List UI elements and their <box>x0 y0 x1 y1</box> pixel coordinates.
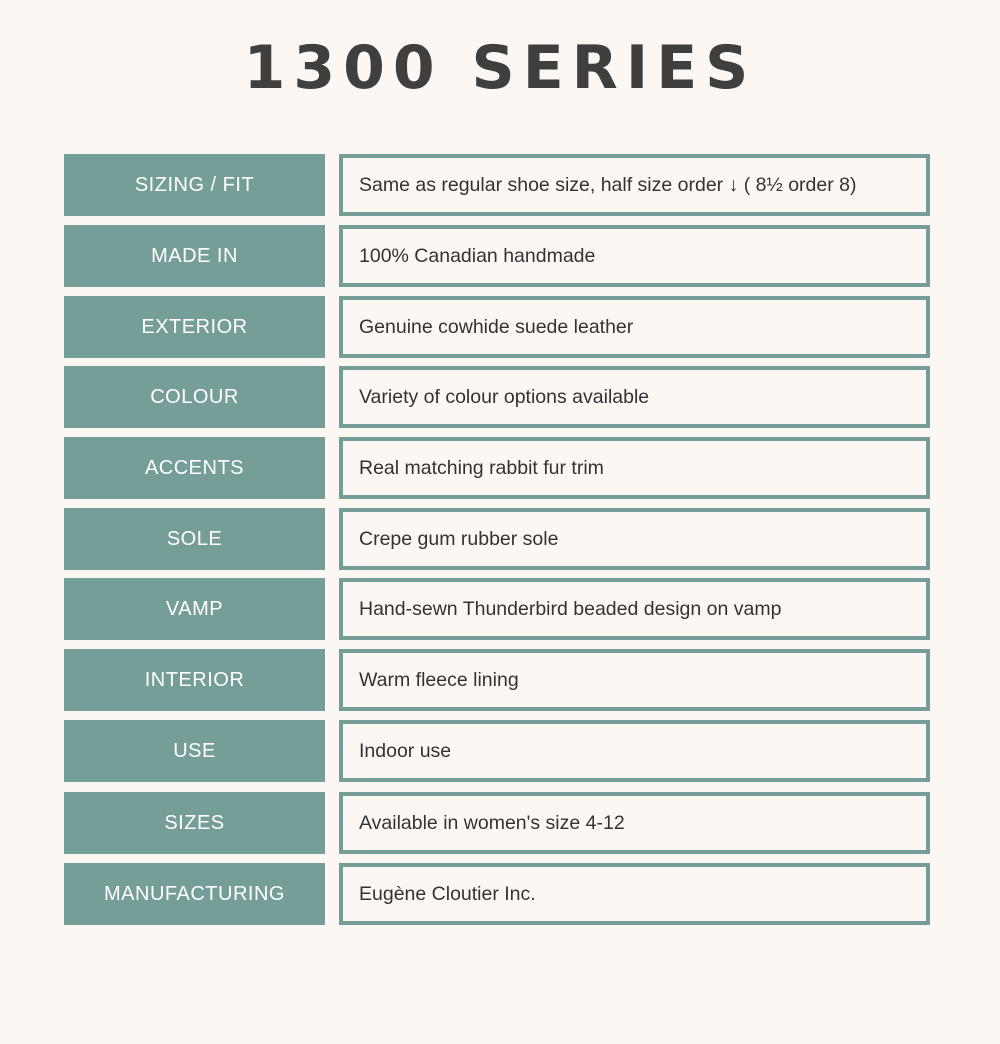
spec-label: SOLE <box>64 508 325 570</box>
spec-value: Real matching rabbit fur trim <box>339 437 930 499</box>
spec-row-accents <box>64 437 930 499</box>
spec-value: Hand-sewn Thunderbird beaded design on vamp <box>339 578 930 640</box>
spec-value: Crepe gum rubber sole <box>339 508 930 570</box>
spec-label: SIZING / FIT <box>64 154 325 216</box>
spec-value: Variety of colour options available <box>339 366 930 428</box>
spec-label: ACCENTS <box>64 437 325 499</box>
spec-row-exterior <box>64 296 930 358</box>
spec-value: 100% Canadian handmade <box>339 225 930 287</box>
spec-label: MADE IN <box>64 225 325 287</box>
spec-label: COLOUR <box>64 366 325 428</box>
spec-row-vamp <box>64 578 930 640</box>
spec-row-made-in <box>64 225 930 287</box>
spec-row-colour <box>64 366 930 428</box>
spec-row-use <box>64 720 930 782</box>
spec-label: MANUFACTURING <box>64 863 325 925</box>
spec-label: VAMP <box>64 578 325 640</box>
spec-label: SIZES <box>64 792 325 854</box>
spec-value: Warm fleece lining <box>339 649 930 711</box>
spec-value: Available in women's size 4-12 <box>339 792 930 854</box>
page-title: 1300 SERIES <box>243 33 757 103</box>
spec-row-interior <box>64 649 930 711</box>
spec-row-sole <box>64 508 930 570</box>
spec-value: Same as regular shoe size, half size order ↓ ( 8½ order 8) <box>339 154 930 216</box>
spec-value: Genuine cowhide suede leather <box>339 296 930 358</box>
spec-label: EXTERIOR <box>64 296 325 358</box>
spec-label: USE <box>64 720 325 782</box>
spec-row-sizing-fit <box>64 154 930 216</box>
spec-label: INTERIOR <box>64 649 325 711</box>
spec-value: Eugène Cloutier Inc. <box>339 863 930 925</box>
spec-row-manufacturing <box>64 863 930 925</box>
spec-row-sizes <box>64 792 930 854</box>
spec-value: Indoor use <box>339 720 930 782</box>
